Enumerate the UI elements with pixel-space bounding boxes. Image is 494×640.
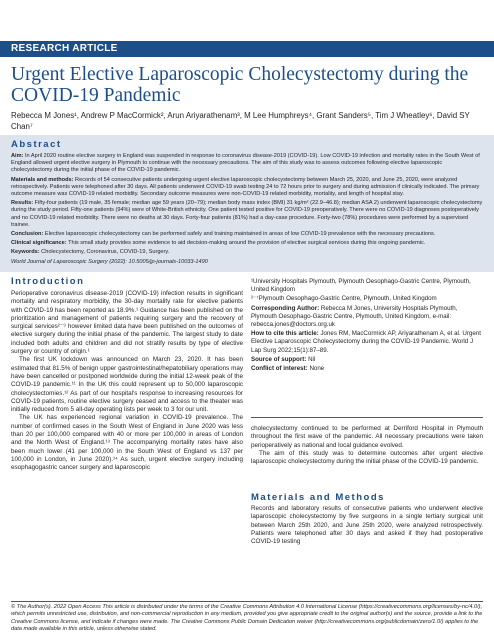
affiliation-divider — [251, 417, 483, 418]
abstract-keywords — [11, 249, 483, 256]
methods-heading: Materials and Methods — [251, 492, 385, 503]
abstract-conclusion — [11, 231, 483, 238]
author-list: Rebecca M Jones¹, Andrew P MacCormick², Arun Ariyarathenam³, M Lee Humphreys⁴, Grant Sanders⁵, Tim J Wheatley⁶, David SY Chan⁷ — [11, 111, 470, 131]
conflict-label: Conflict of interest: — [251, 365, 308, 373]
abstract-aim — [11, 153, 483, 175]
conclusion-text: Elective laparoscopic cholecystectomy can be performed safely and training maintained in areas of low COVID-19 prevalence with the necessary precautions. — [43, 231, 436, 238]
right-paragraph-1: cholecystectomy continued to be performed at Derriford Hospital in Plymouth throughout the first wave of the pandemic. All necessary precautions were taken perioperatively as national and local guidance evolved. — [251, 425, 483, 449]
right-paragraph-2: The aim of this study was to determine outcomes after urgent elective laparoscopic cholecystectomy during the initial phase of the COVID-19 pandemic. — [251, 449, 483, 466]
intro-paragraph-1: Perioperative coronavirus disease-2019 (COVID-19) infection results in significant mortality and respiratory morbidity, the 30-day mortality rate for elective patients with COVID-19 has been reported as 18.9%.¹ Guidance has been published on the prioritization and management of patients requiring surgery and the recovery of surgical services²⁻⁹ however limited data have been published on the outcomes of elective surgery during the initial phase of the pandemic. The largest study to date included both adults and children and did not stratify results by type of elective surgery or country of origin.¹ — [11, 290, 243, 356]
intro-paragraph-2: The first UK lockdown was announced on March 23, 2020. It has been estimated that 81.5% of benign upper gastrointestinal/hepatobiliary operations may have been cancelled or postponed worldwide during the initial 12-week peak of the COVID-19 pandemic.¹¹ In the UK this could represent up to 50,000 laparoscopic cholecystectomies.¹² As part of our hospital's response to increasing resources for COVID-19 patients, routine elective surgery ceased and access to the theater was initially reduced from 5 all-day operating lists per week to 3 for our unit. — [11, 356, 243, 414]
abstract-results — [11, 200, 483, 229]
cite-label: How to cite this article: — [251, 330, 319, 338]
corresponding-author — [251, 305, 483, 330]
keywords-text: Cholecystectomy, Coronavirus, COVID-19, Surgery. — [39, 249, 170, 256]
article-type-band — [0, 41, 494, 57]
intro-paragraph-3: The UK has experienced regional variation in COVID-19 prevalence. The number of confirmed cases in the South West of England in June 2020 was less than 20 per 100,000 compared with 40 or more per 100,000 in areas of London and the North West of England.¹³ The accompanying mortality rates have also been much lower (41 per 100,000 in the South West of England vs 137 per 100,000 in London, in June 2020).¹⁴ As such, urgent elective surgery including esophagogastric cancer surgery and laparoscopic — [11, 414, 243, 472]
how-to-cite — [251, 330, 483, 355]
methods-paragraph-1: Records and laboratory results of consecutive patients who underwent elective laparoscopic cholecystectomy by five surgeons in a single tertiary surgical unit between March 25th 2020, and June 25th 2020, were analyzed retrospectively. Patients were telephoned after 30 days and asked if they had postoperative COVID-19 testing — [251, 505, 483, 546]
significance-label: Clinical significance: — [11, 240, 67, 247]
support-text: Nil — [306, 355, 316, 363]
support-label: Source of support: — [251, 355, 307, 363]
right-column — [251, 425, 483, 466]
results-text: Fifty-four patients (19 male, 35 female; median age 59 years (20–79); median body mass index (BMI) 31 kg/m² (22.9–46.8); median ASA 2) underwent laparoscopic cholecystectomy during the study period. Fifty-one patients (94%) were of White-British ethnicity. One patient tested positive for COVID-19 preoperatively. There were no COVID-19 diagnoses postoperatively and no COVID-19 related morbidity. There were no deaths at 30 days. Forty-four patients (81%) had a day-case procedure. Forty-two (78%) procedures were performed by a supervised trainee. — [11, 200, 483, 228]
methods-text: Records of 54 consecutive patients undergoing urgent elective laparoscopic cholecystectomy between March 25, 2020, and June 25, 2020, were analyzed retrospectively. Patients were telephoned after 30 days. All patients underwent COVID-19 swab testing 24 to 72 hours prior to surgery and during admission if clinically indicated. The primary outcome measure was COVID-19 related morbidity. Secondary outcome measures were non-COVID-19 related morbidity, mortality, and length of hospital stay. — [11, 176, 480, 198]
affiliation-1: ¹University Hospitals Plymouth, Plymouth Oesophago-Gastric Centre, Plymouth, United Kingdom — [251, 278, 471, 294]
abstract-citation — [11, 259, 483, 266]
citation-text: World Journal of Laparoscopic Surgery (2022): 10.5005/jp-journals-10033-1490 — [11, 258, 208, 265]
article-type-label: RESEARCH ARTICLE — [11, 43, 118, 54]
affiliations-box — [251, 278, 483, 374]
introduction-heading: Introduction — [11, 276, 85, 287]
aim-label: Aim: — [11, 153, 24, 159]
left-column — [11, 290, 243, 473]
abstract-box — [0, 135, 494, 272]
significance-text: This small study provides some evidence to aid decision-making around the provision of elective surgical services during this ongoing pandemic. — [66, 240, 426, 247]
abstract-heading: Abstract — [11, 139, 62, 150]
article-title: Urgent Elective Laparoscopic Cholecystectomy during the COVID-19 Pandemic — [11, 64, 469, 106]
methods-label: Materials and methods: — [11, 176, 74, 183]
abstract-methods — [11, 177, 483, 199]
abstract-significance — [11, 240, 483, 247]
methods-column — [251, 505, 483, 546]
corr-label: Corresponding Author: — [251, 304, 320, 312]
results-label: Results: — [11, 200, 34, 207]
keywords-label: Keywords: — [11, 249, 40, 256]
conflict-of-interest — [251, 365, 483, 373]
aim-text: In April 2020 routine elective surgery in England was suspended in response to coronavirus disease-2019 (COVID-19). Low COVID-19 infection and mortality rates in the South West of England allowed urgent elective surgery in Plymouth to continue with the necessary precautions. The aim of this study was to assess outcomes following elective laparoscopic cholecystectomy during the initial phase of the COVID-19 pandemic. — [11, 153, 480, 174]
cite-text: Jones RM, MacCormick AP, Ariyarathenam A, et al. Urgent Elective Laparoscopic Cholecystectomy during the COVID-19 Pandemic. World J Lap Surg 2022;15(1):87–89. — [251, 330, 481, 354]
conclusion-label: Conclusion: — [11, 231, 44, 238]
corr-text: Rebecca M Jones, University Hospitals Plymouth, Plymouth Oesophago-Gastric Centre, Plymouth, United Kingdom, e-mail: rebecca.jones@doctors.org.uk — [251, 304, 458, 329]
abstract-body — [11, 153, 483, 268]
affiliation-2: ²⁻⁷Plymouth Oesophago-Gastric Centre, Plymouth, United Kingdom — [251, 295, 437, 303]
footer-divider — [11, 601, 483, 602]
license-footer: © The Author(s). 2022 Open Access This article is distributed under the terms of the Creative Commons Attribution 4.0 International License (https://creativecommons.org/licenses/by-nc/4.0/), which permits unrestricted use, distribution, and non-commercial reproduction in any medium, provided you give appropriate credit to the original author(s) and the source, provide a link to the Creative Commons license, and indicate if changes were made. The Creative Commons Public Domain Dedication waiver (http://creativecommons.org/publicdomain/zero/1.0/) applies to the data made available in this article, unless otherwise stated. — [11, 604, 483, 633]
conflict-text: None — [307, 365, 325, 373]
source-of-support — [251, 356, 483, 364]
